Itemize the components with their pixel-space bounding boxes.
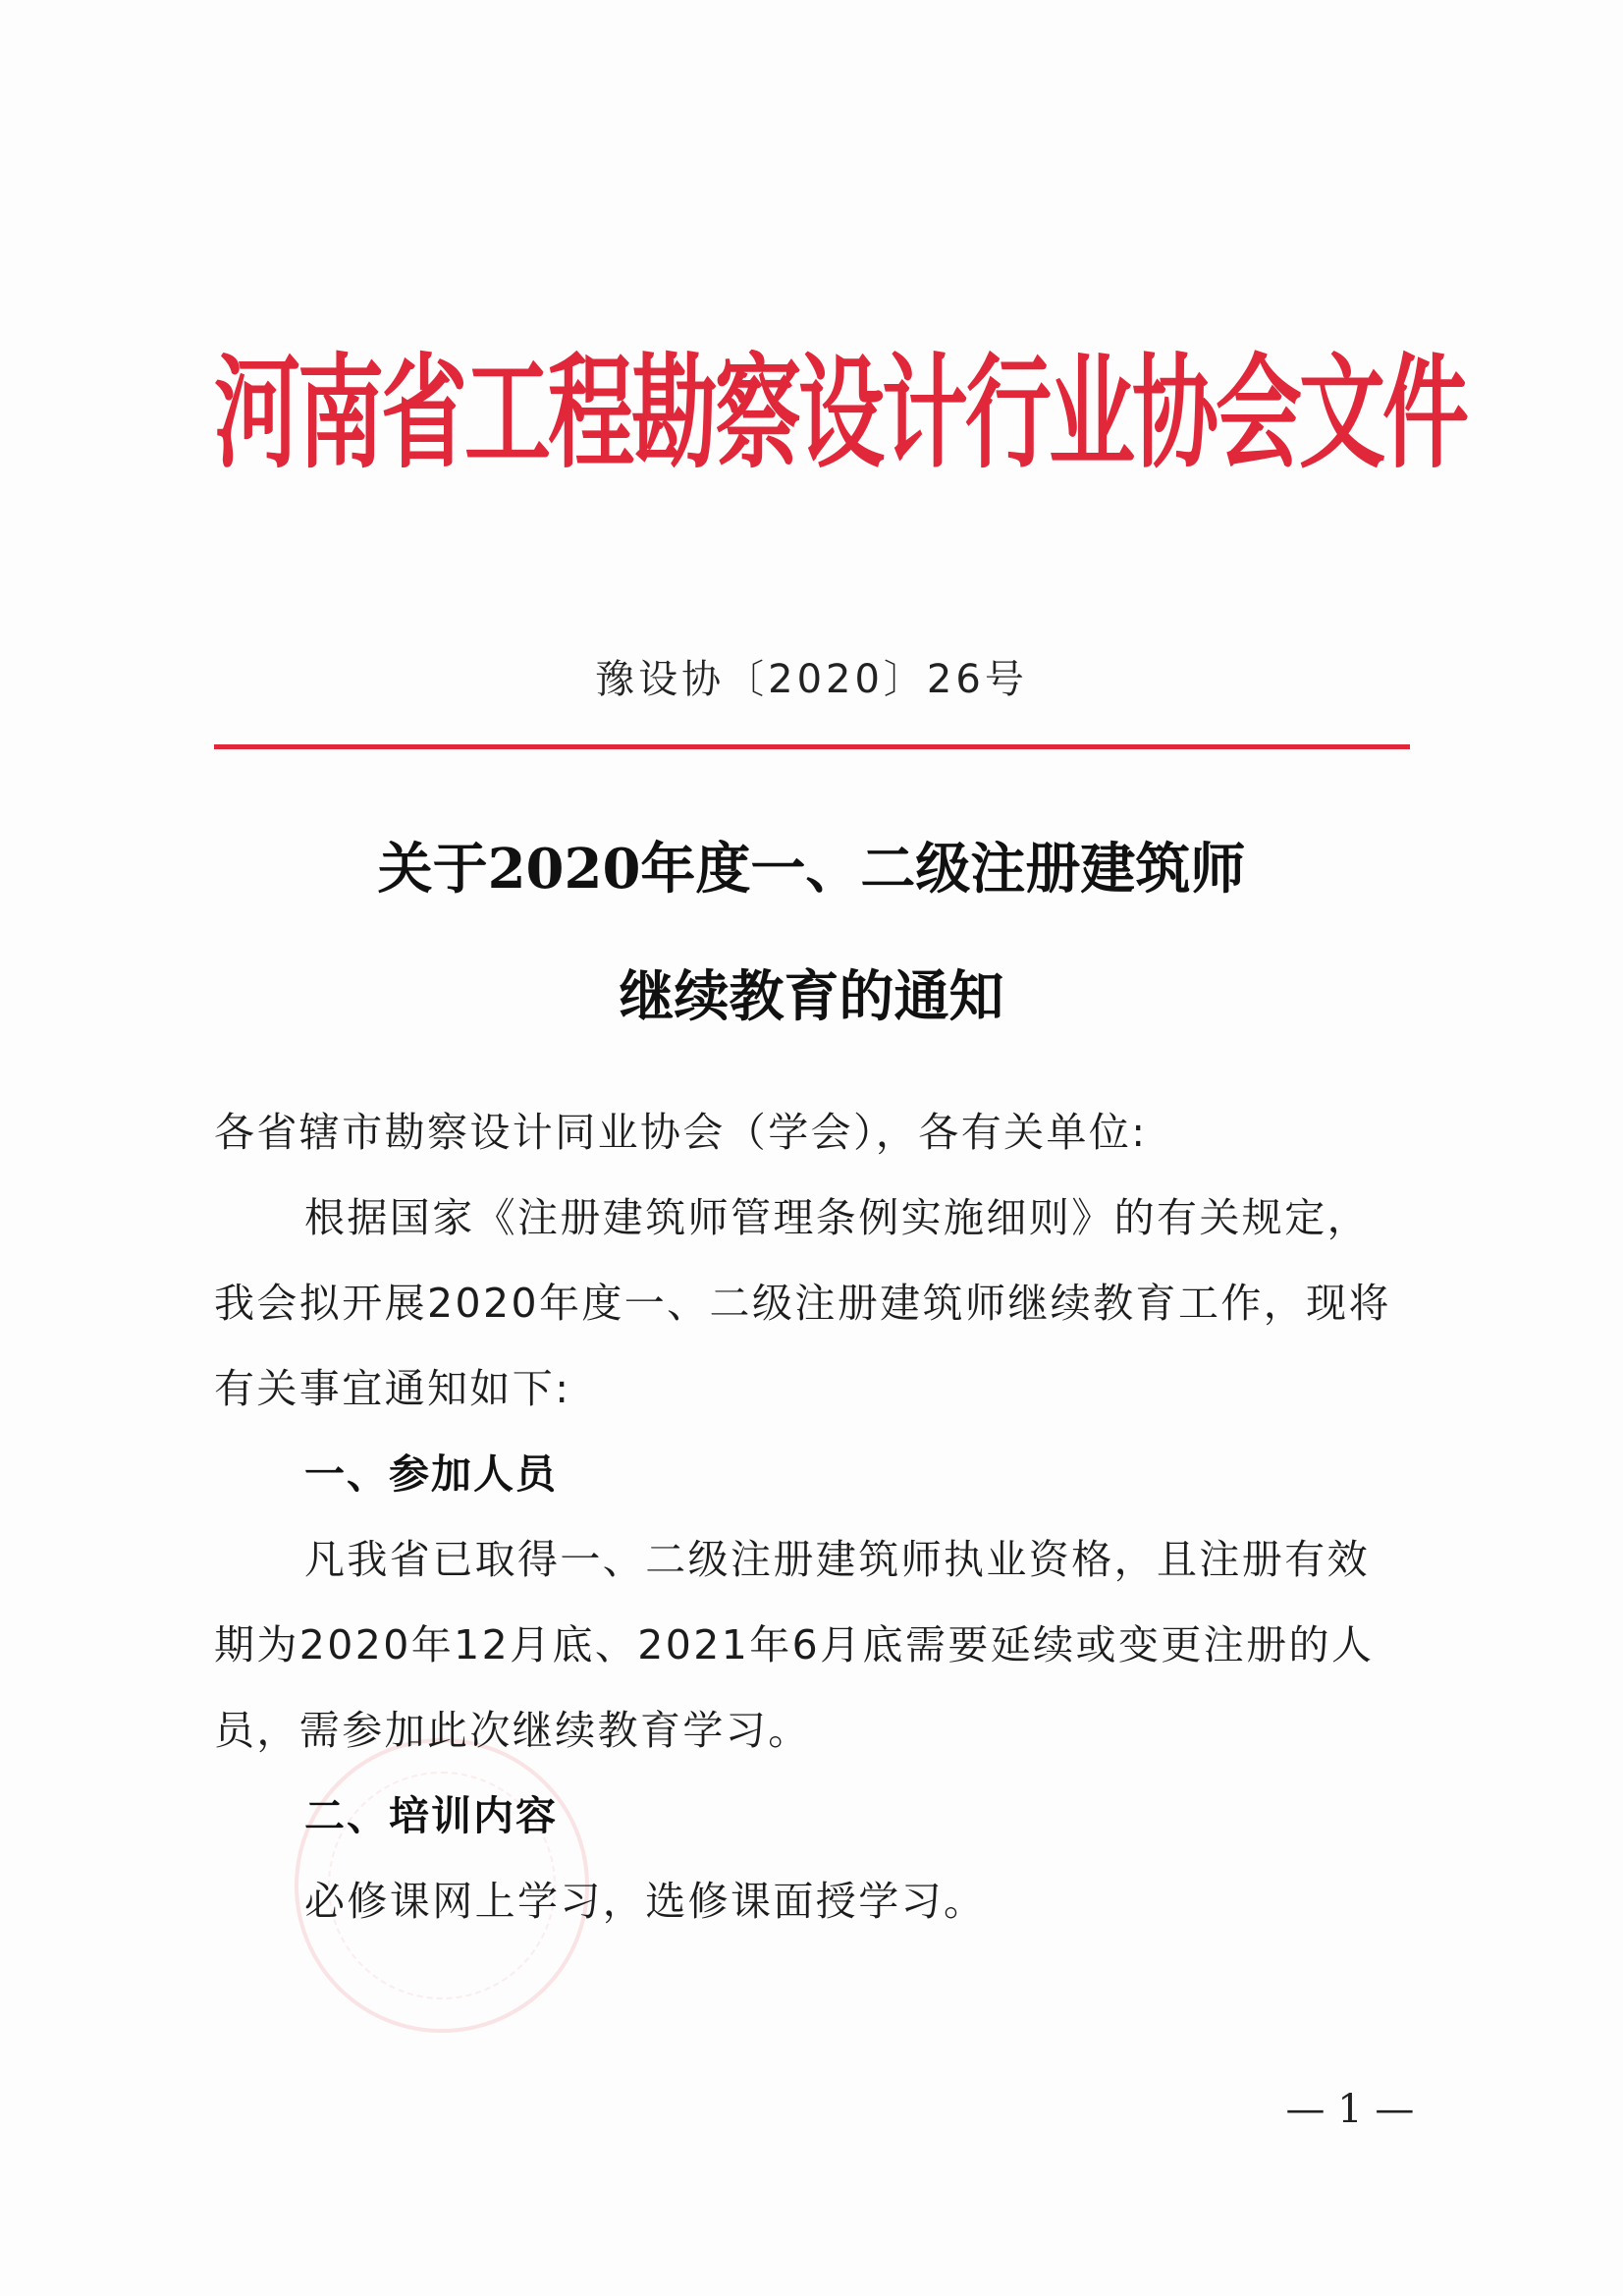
section-heading-training-content: 二、培训内容 — [304, 1792, 558, 1839]
section1-line: 凡我省已取得一、二级注册建筑师执业资格，且注册有效 — [304, 1536, 1370, 1583]
section-heading-participants: 一、参加人员 — [304, 1450, 558, 1498]
masthead-title: 河南省工程勘察设计行业协会文件 — [214, 340, 1467, 485]
red-divider-rule — [214, 744, 1410, 749]
notice-title-line-2: 继续教育的通知 — [619, 964, 1004, 1029]
notice-title-line-1: 关于2020年度一、二级注册建筑师 — [377, 837, 1246, 902]
page-number: — 1 — — [1285, 2087, 1415, 2132]
section1-line: 期为2020年12月底、2021年6月底需要延续或变更注册的人 — [214, 1621, 1375, 1668]
intro-line: 我会拟开展2020年度一、二级注册建筑师继续教育工作，现将 — [214, 1280, 1391, 1327]
salutation: 各省辖市勘察设计同业协会（学会），各有关单位: — [214, 1109, 1148, 1156]
intro-line: 有关事宜通知如下: — [214, 1365, 571, 1412]
document-number: 豫设协〔2020〕26号 — [595, 657, 1028, 702]
section2-line: 必修课网上学习，选修课面授学习。 — [304, 1878, 987, 1925]
intro-line: 根据国家《注册建筑师管理条例实施细则》的有关规定， — [304, 1194, 1370, 1241]
section1-line: 员，需参加此次继续教育学习。 — [214, 1707, 811, 1754]
